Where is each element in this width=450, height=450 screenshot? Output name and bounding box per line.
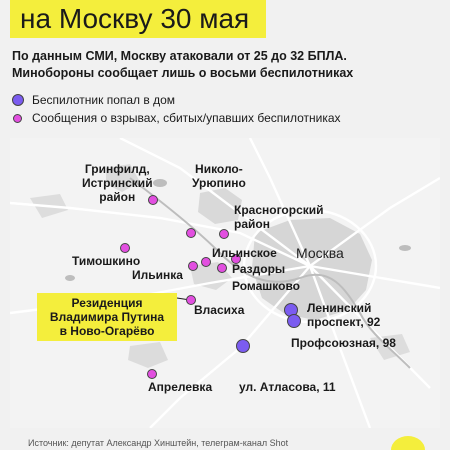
label-romashkovo: Ромашково bbox=[232, 279, 300, 293]
lake bbox=[153, 179, 167, 187]
legend bbox=[12, 91, 341, 127]
label-profsoyuznaya: Профсоюзная, 98 bbox=[291, 336, 396, 350]
label-nikolo-uryupino: Николо- Урюпино bbox=[192, 162, 246, 190]
label-ilinskoe: Ильинское bbox=[212, 246, 277, 260]
marker-razdory bbox=[218, 264, 227, 273]
marker-ilinskoe bbox=[202, 258, 211, 267]
label-moscow: Москва bbox=[296, 245, 344, 261]
lake bbox=[65, 275, 75, 281]
title-banner bbox=[10, 0, 266, 38]
legend-report bbox=[12, 109, 341, 127]
subtitle bbox=[12, 48, 442, 82]
label-aprelevka: Апрелевка bbox=[148, 380, 213, 394]
label-grinfild: Гринфилд, Истринский район bbox=[82, 162, 153, 204]
marker-aprelevka bbox=[148, 370, 157, 379]
marker-timoshkino bbox=[121, 244, 130, 253]
label-atlasova: ул. Атласова, 11 bbox=[239, 380, 336, 394]
label-krasnogorsk: Красногорский район bbox=[234, 203, 324, 231]
legend-report-label: Сообщения о взрывах, сбитых/упавших беспилотниках bbox=[32, 111, 341, 125]
lake bbox=[399, 245, 411, 251]
subtitle-line-2: Минобороны сообщает лишь о восьми беспилотниках bbox=[12, 66, 354, 80]
label-leninsky: Ленинский проспект, 92 bbox=[307, 301, 381, 329]
hit-marker-icon bbox=[12, 94, 24, 106]
label-timoshkino: Тимошкино bbox=[72, 254, 141, 268]
marker-nikolo-uryupino bbox=[187, 229, 196, 238]
source-note: Источник: депутат Александр Хинштейн, телеграм-канал Shot bbox=[28, 438, 289, 448]
subtitle-line-1: По данным СМИ, Москву атаковали от 25 до 32 БПЛА. bbox=[12, 49, 347, 63]
label-ilinka: Ильинка bbox=[132, 268, 183, 282]
brand-logo bbox=[391, 436, 425, 450]
page-title: на Москву 30 мая bbox=[20, 3, 250, 34]
marker-profsoyuznaya bbox=[288, 315, 301, 328]
legend-hit-label: Беспилотник попал в дом bbox=[32, 93, 176, 107]
label-razdory: Раздоры bbox=[232, 262, 286, 276]
marker-krasnogorsk bbox=[220, 230, 229, 239]
marker-ilinka bbox=[189, 262, 198, 271]
label-vlasikha: Власиха bbox=[194, 303, 245, 317]
residence-callout: Резиденция Владимира Путина в Ново-Огарёво bbox=[37, 293, 177, 341]
marker-atlasova bbox=[237, 340, 250, 353]
legend-hit bbox=[12, 91, 341, 109]
report-marker-icon bbox=[13, 114, 22, 123]
aprelevka-area bbox=[128, 342, 168, 368]
